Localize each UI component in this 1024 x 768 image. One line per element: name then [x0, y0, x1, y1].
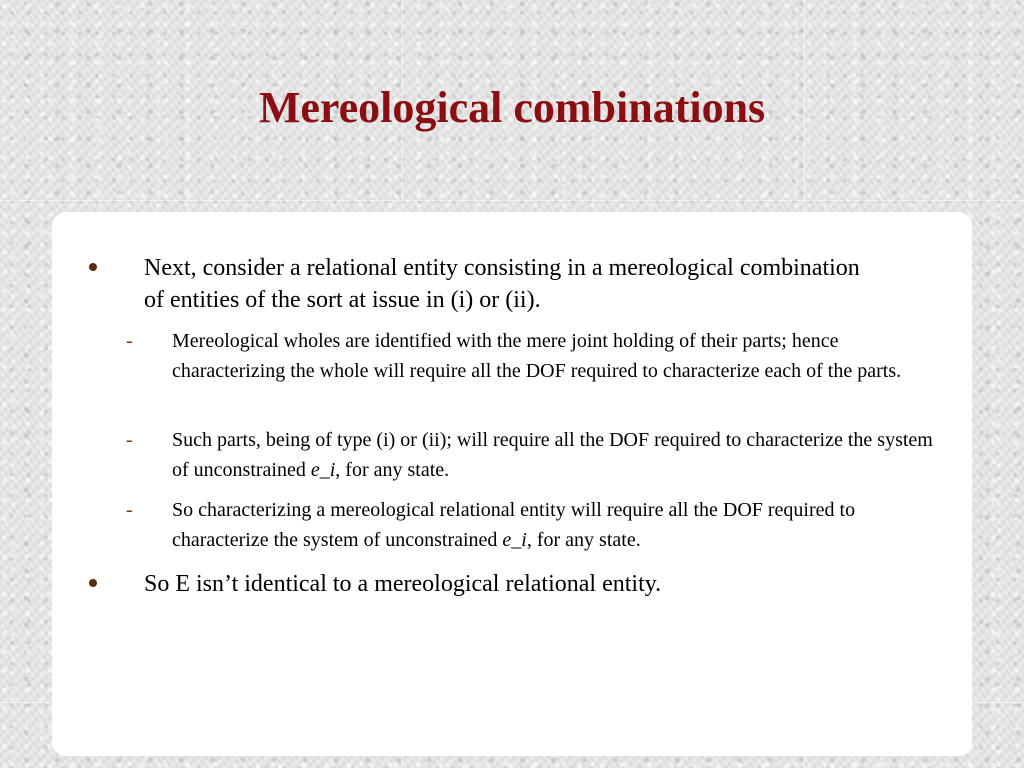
sub-bullet-text-start: So characterizing a mereological relational entity will require all the DOF required to characterize the system of unconstrained — [172, 499, 856, 551]
dash-marker-icon: - — [126, 330, 133, 352]
variable-e-i: e_i — [310, 459, 336, 481]
bullet-item — [90, 252, 870, 316]
bullet-item — [90, 568, 870, 600]
sub-bullet-item — [120, 495, 940, 555]
bullet-text: So E isn’t identical to a mereological relational entity. — [144, 571, 662, 597]
sub-bullet-text-end: , for any state. — [526, 529, 641, 551]
slide-title: Mereological combinations — [258, 83, 766, 132]
sub-bullet-item — [120, 425, 940, 485]
background-tile-seam — [0, 200, 1024, 201]
sub-bullet-text-start: Such parts, being of type (i) or (ii); will require all the DOF required to characterize the system of unconstrained — [172, 429, 933, 481]
bullet-dot-icon — [89, 263, 97, 271]
bullet-dot-icon — [89, 579, 97, 587]
sub-bullet-item — [120, 326, 940, 386]
sub-bullet-text — [120, 495, 940, 555]
variable-e-i: e_i — [502, 529, 527, 551]
sub-bullet-text-end: , for any state. — [335, 459, 450, 481]
sub-bullet-text: Mereological wholes are identified with the mere joint holding of their parts; hence characterizing the whole will require all the DOF required to characterize each of the parts. — [172, 330, 902, 382]
sub-bullet-text — [120, 425, 940, 485]
dash-marker-icon: - — [126, 499, 133, 521]
bullet-text: Next, consider a relational entity consisting in a mereological combination of entities of the sort at issue in (i) or (ii). — [144, 255, 860, 313]
dash-marker-icon: - — [126, 429, 133, 451]
